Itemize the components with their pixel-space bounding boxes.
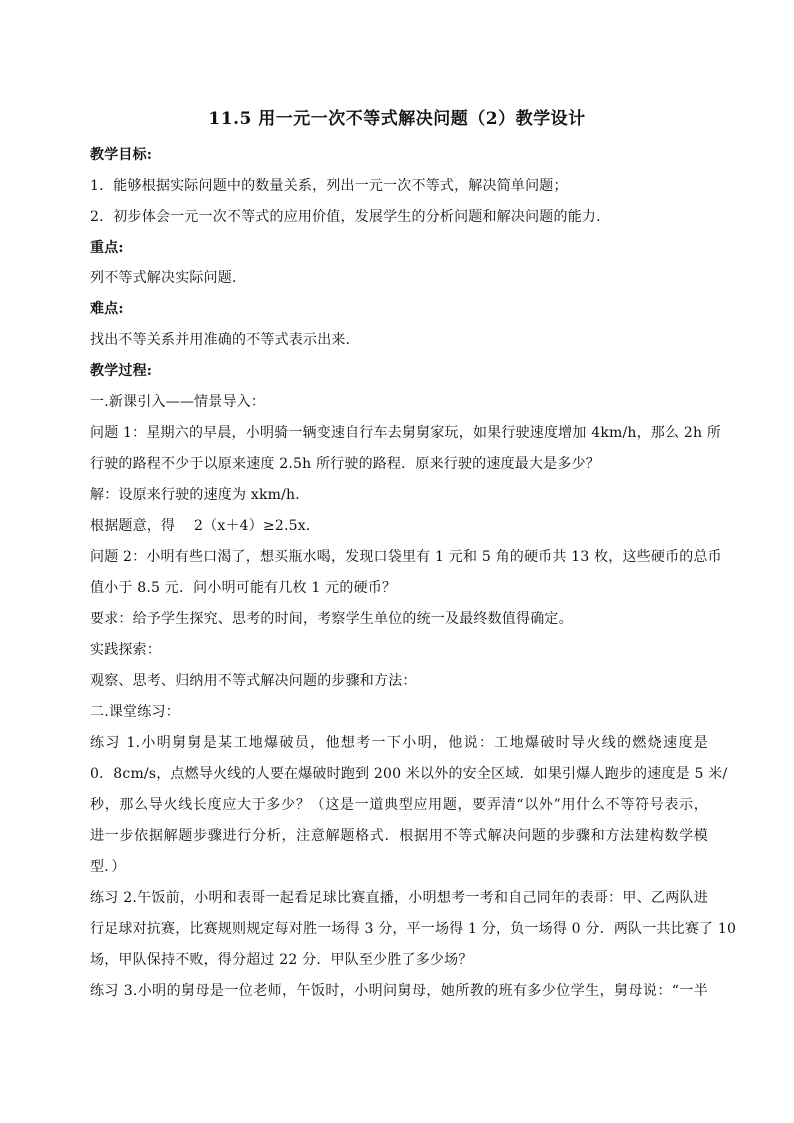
exercise-2-line-1: 练习 2.午饭前，小明和表哥一起看足球比赛直播，小明想考一考和自己同年的表哥：甲、乙两队进	[90, 890, 708, 906]
problem-1-line-1: 问题 1：星期六的早晨，小明骑一辆变速自行车去舅舅家玩，如果行驶速度增加 4km/h，那么 2h 所	[90, 425, 722, 441]
problem-1-line-2: 行驶的路程不少于以原来速度 2.5h 所行驶的路程．原来行驶的速度最大是多少？	[90, 456, 600, 472]
exercise-1-line-2: 0．8cm/s，点燃导火线的人要在爆破时跑到 200 米以外的安全区域．如果引爆人跑步的速度是 5 米/	[90, 766, 728, 782]
section-intro-heading: 一.新课引入——情景导入：	[90, 394, 266, 410]
heading-objectives: 教学目标:	[90, 147, 153, 163]
key-point-text: 列不等式解决实际问题．	[90, 270, 247, 286]
solution-inequality: 根据题意，得 2（x＋4）≥2.5x．	[90, 518, 321, 534]
objective-1: 1．能够根据实际问题中的数量关系，列出一元一次不等式，解决简单问题；	[90, 178, 568, 194]
exercise-3-line-1: 练习 3.小明的舅母是一位老师，午饭时，小明问舅母，她所教的班有多少位学生，舅母说：“一半	[90, 983, 708, 999]
exercise-1-line-1: 练习 1.小明舅舅是某工地爆破员，他想考一下小明，他说：工地爆破时导火线的燃烧速度是	[90, 735, 708, 751]
exercise-1-line-4: 进一步依据解题步骤进行分析，注意解题格式．根据用不等式解决问题的步骤和方法建构数学模	[90, 828, 708, 844]
heading-key-point: 重点:	[90, 240, 124, 256]
exercise-1-line-5: 型．）	[90, 859, 126, 875]
requirement-text: 要求：给予学生探究、思考的时间，考察学生单位的统一及最终数值得确定。	[90, 611, 573, 627]
problem-2-line-2: 值小于 8.5 元．问小明可能有几枚 1 元的硬币？	[90, 580, 397, 596]
document-title: 11.5 用一元一次不等式解决问题（2）教学设计	[208, 109, 586, 129]
heading-difficulty: 难点:	[90, 301, 124, 317]
observe-text: 观察、思考、归纳用不等式解决问题的步骤和方法：	[90, 673, 417, 689]
heading-process: 教学过程:	[90, 363, 153, 379]
objective-2: 2．初步体会一元一次不等式的应用价值，发展学生的分析问题和解决问题的能力．	[90, 209, 611, 225]
section-exercise-heading: 二.课堂练习：	[90, 704, 180, 720]
problem-2-line-1: 问题 2：小明有些口渴了，想买瓶水喝，发现口袋里有 1 元和 5 角的硬币共 13 枚，这些硬币的总币	[90, 549, 722, 565]
exercise-2-line-3: 场，甲队保持不败，得分超过 22 分．甲队至少胜了多少场？	[90, 952, 473, 968]
exercise-2-line-2: 行足球对抗赛，比赛规则规定每对胜一场得 3 分，平一场得 1 分，负一场得 0 分．两队一共比赛了 10	[90, 921, 737, 937]
practice-explore-heading: 实践探索：	[90, 642, 161, 658]
solution-setup: 解：设原来行驶的速度为 xkm/h．	[90, 487, 310, 503]
exercise-1-line-3: 秒，那么导火线长度应大于多少？（这是一道典型应用题，要弄清“以外”用什么不等符号表示，	[90, 797, 708, 813]
difficulty-text: 找出不等关系并用准确的不等式表示出来．	[90, 332, 360, 348]
